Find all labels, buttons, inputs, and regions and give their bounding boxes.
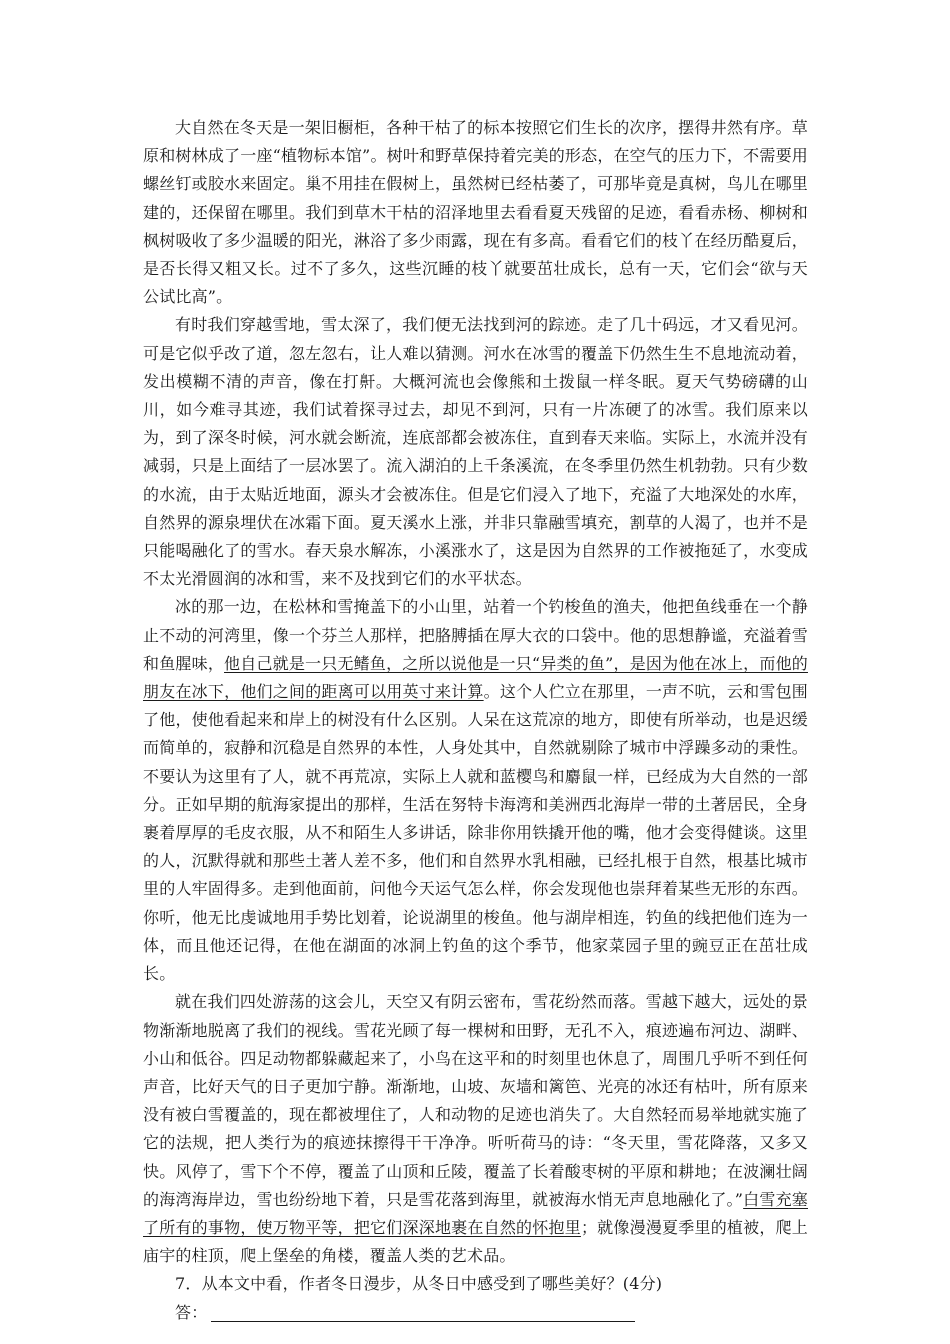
paragraph-4 bbox=[143, 988, 808, 1270]
underlined-passage: 他自己就是一只无鳍鱼，之所以说他是一只“异类的鱼”，是因为他在冰上，而他的朋友在冰下，他们之间的距离可以用英寸来计算 bbox=[143, 653, 808, 702]
paragraph-text: 有时我们穿越雪地，雪太深了，我们便无法找到河的踪迹。走了几十码远，才又看见河。可是它似乎改了道，忽左忽右，让人难以猜测。河水在冰雪的覆盖下仍然生生不息地流动着，发出模糊不清的声音，像在打鼾。大概河流也会像熊和土拨鼠一样冬眠。夏天气势磅礴的山川，如今难寻其迹，我们试着探寻过去，却见不到河，只有一片冻硬了的冰雪。我们原来以为，到了深冬时候，河水就会断流，连底部都会被冻住，直到春天来临。实际上，水流并没有减弱，只是上面结了一层冰罢了。流入湖泊的上千条溪流，在冬季里仍然生机勃勃。只有少数的水流，由于太贴近地面，源头才会被冻住。但是它们浸入了地下，充溢了大地深处的水库，自然界的源泉埋伏在冰霜下面。夏天溪水上涨，并非只靠融雪填充，割草的人渴了，也并不是只能喝融化了的雪水。春天泉水解冻，小溪涨水了，这是因为自然界的工作被拖延了，水变成不太光滑圆润的冰和雪，来不及找到它们的水平状态。 bbox=[143, 315, 808, 589]
answer-label: 答： bbox=[175, 1302, 208, 1322]
question-7 bbox=[143, 1270, 808, 1298]
underlined-passage: 白雪充塞了所有的事物，使万物平等，把它们深深地裹在自然的怀抱里 bbox=[143, 1189, 808, 1237]
paragraph-text: 就在我们四处游荡的这会儿，天空又有阴云密布，雪花纷然而落。雪越下越大，远处的景物渐渐地脱离了我们的视线。雪花光顾了每一棵树和田野，无孔不入，痕迹遍布河边、湖畔、小山和低谷。四足动物都躲藏起来了，小鸟在这平和的时刻里也休息了，周围几乎听不到任何声音，比好天气的日子更加宁静。渐渐地，山坡、灰墙和篱笆、光亮的冰还有枯叶，所有原来没有被白雪覆盖的，现在都被埋住了，人和动物的足迹也消失了。大自然轻而易举地就实施了它的法规，把人类行为的痕迹抹擦得干干净净。听听荷马的诗：“冬天里，雪花降落，又多又快。风停了，雪下个不停，覆盖了山顶和丘陵，覆盖了长着酸枣树的平原和耕地；在波澜壮阔的海湾海岸边，雪也纷纷地下着，只是雪花落到海里，就被海水悄无声息地融化了。” bbox=[143, 992, 808, 1209]
document-page bbox=[143, 114, 808, 1327]
paragraph-text: 。这个人伫立在那里，一声不吭，云和雪包围了他，使他看起来和岸上的树没有什么区别。人呆在这荒凉的地方，即使有所举动，也是迟缓而简单的，寂静和沉稳是自然界的本性，人身处其中，自然就剔除了城市中浮躁多动的秉性。不要认为这里有了人，就不再荒凉，实际上人就和蓝樱鸟和麝鼠一样，已经成为大自然的一部分。正如早期的航海家提出的那样，生活在努特卡海湾和美洲西北海岸一带的土著居民，全身裹着厚厚的毛皮衣服，从不和陌生人多讲话，除非你用铁撬开他的嘴，他才会变得健谈。这里的人，沉默得就和那些土著人差不多，他们和自然界水乳相融，已经扎根于自然，根基比城市里的人牢固得多。走到他面前，问他今天运气怎么样，你会发现他也崇拜着某些无形的东西。你听，他无比虔诚地用手势比划着，论说湖里的梭鱼。他与湖岸相连，钓鱼的线把他们连为一体，而且他还记得，在他在湖面的冰洞上钓鱼的这个季节，他家菜园子里的豌豆正在茁壮成长。 bbox=[143, 682, 808, 984]
paragraph-1 bbox=[143, 114, 808, 311]
question-text: 7．从本文中看，作者冬日漫步，从冬日中感受到了哪些美好？(4分) bbox=[175, 1274, 663, 1294]
paragraph-text: 大自然在冬天是一架旧橱柜，各种干枯了的标本按照它们生长的次序，摆得井然有序。草原和树林成了一座“植物标本馆”。树叶和野草保持着完美的形态，在空气的压力下，不需要用螺丝钉或胶水来固定。巢不用挂在假树上，虽然树已经枯萎了，可那毕竟是真树，鸟儿在哪里建的，还保留在哪里。我们到草木干枯的沼泽地里去看看夏天残留的足迹，看看赤杨、柳树和枫树吸收了多少温暖的阳光，淋浴了多少雨露，现在有多高。看看它们的枝丫在经历酷夏后，是否长得又粗又长。过不了多久，这些沉睡的枝丫就要茁壮成长，总有一天，它们会“欲与天公试比高”。 bbox=[143, 118, 808, 307]
paragraph-text: 冰的那一边，在松林和雪掩盖下的小山里，站着一个钓梭鱼的渔夫，他把鱼线垂在一个静止不动的河湾里，像一个芬兰人那样，把胳膊插在厚大衣的口袋中。他的思想静谧，充溢着雪和鱼腥味， bbox=[143, 597, 808, 673]
paragraph-2 bbox=[143, 311, 808, 593]
answer-blank[interactable] bbox=[211, 1301, 635, 1322]
answer-row bbox=[143, 1299, 808, 1327]
paragraph-3 bbox=[143, 593, 808, 988]
paragraph-text: ；就像漫漫夏季里的植被，爬上庙宇的柱顶，爬上堡垒的角楼，覆盖人类的艺术品。 bbox=[143, 1217, 808, 1266]
